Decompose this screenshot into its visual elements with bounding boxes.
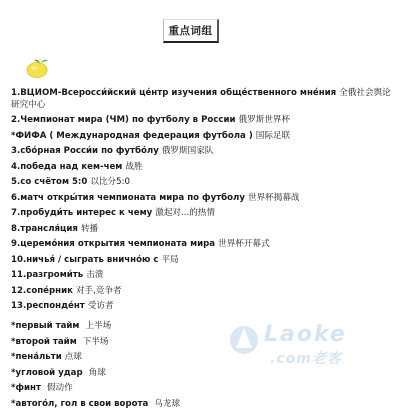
- list-item: *финт 假动作: [11, 383, 73, 393]
- list-item: *второй тайм 下半场: [11, 336, 109, 347]
- watermark-sub: .com老客: [270, 351, 342, 367]
- list-item: 6.матч откры́тия чемпионата мира по футболу 世界杯揭幕战: [11, 192, 300, 203]
- list-item: 3.сбо́рная Росси́и по футбо́лу 俄罗斯国家队: [11, 146, 214, 156]
- list-item: 1.ВЦИОМ-Всеросси́йский це́нтр изучения обще́ственного мне́ния 全俄社会舆论研究中心: [11, 88, 391, 110]
- list-item: 8.трансля́ция 转播: [11, 223, 99, 234]
- list-item: 5.со счётом 5:0 以比分5:0: [11, 177, 130, 187]
- list-item: 7.пробуди́ть интерес к чему 激起对...的热情: [11, 208, 215, 218]
- key-phrase-list: [11, 85, 397, 315]
- list-item: 4.победа над кем-чем 战胜: [11, 161, 143, 172]
- watermark-brand: Laoke: [264, 322, 347, 347]
- football-terms-list: [11, 319, 397, 412]
- list-item: *первый тайм 上半场: [11, 321, 112, 331]
- list-item: *автого́л, гол в свои ворота 乌龙球: [11, 398, 181, 409]
- list-item: 10.ничья́ / сыграть внично́ю с 平局: [11, 254, 179, 265]
- list-item: 9.церемо́ния открытия чемпионата мира 世界杯开幕式: [11, 239, 270, 249]
- list-item: *угловой удар 角球: [11, 367, 106, 378]
- section-title: 重点词组: [168, 25, 213, 37]
- list-item: *ФИФА ( Международная федерация футбола ) 国际足联: [11, 130, 291, 141]
- list-item: 11.разгроми́ть 击溃: [11, 270, 104, 280]
- lemon-icon: [24, 57, 50, 79]
- list-item: 12.сопе́рник 对手,竞争者: [11, 285, 122, 296]
- list-item: 13.респонде́нт 受访者: [11, 301, 114, 311]
- section-header-badge: [163, 19, 219, 43]
- list-item: *пена́льти 点球: [11, 352, 82, 362]
- list-item: 2.Чемпионат мира (ЧМ) по футболу в России 俄罗斯世界杯: [11, 115, 291, 125]
